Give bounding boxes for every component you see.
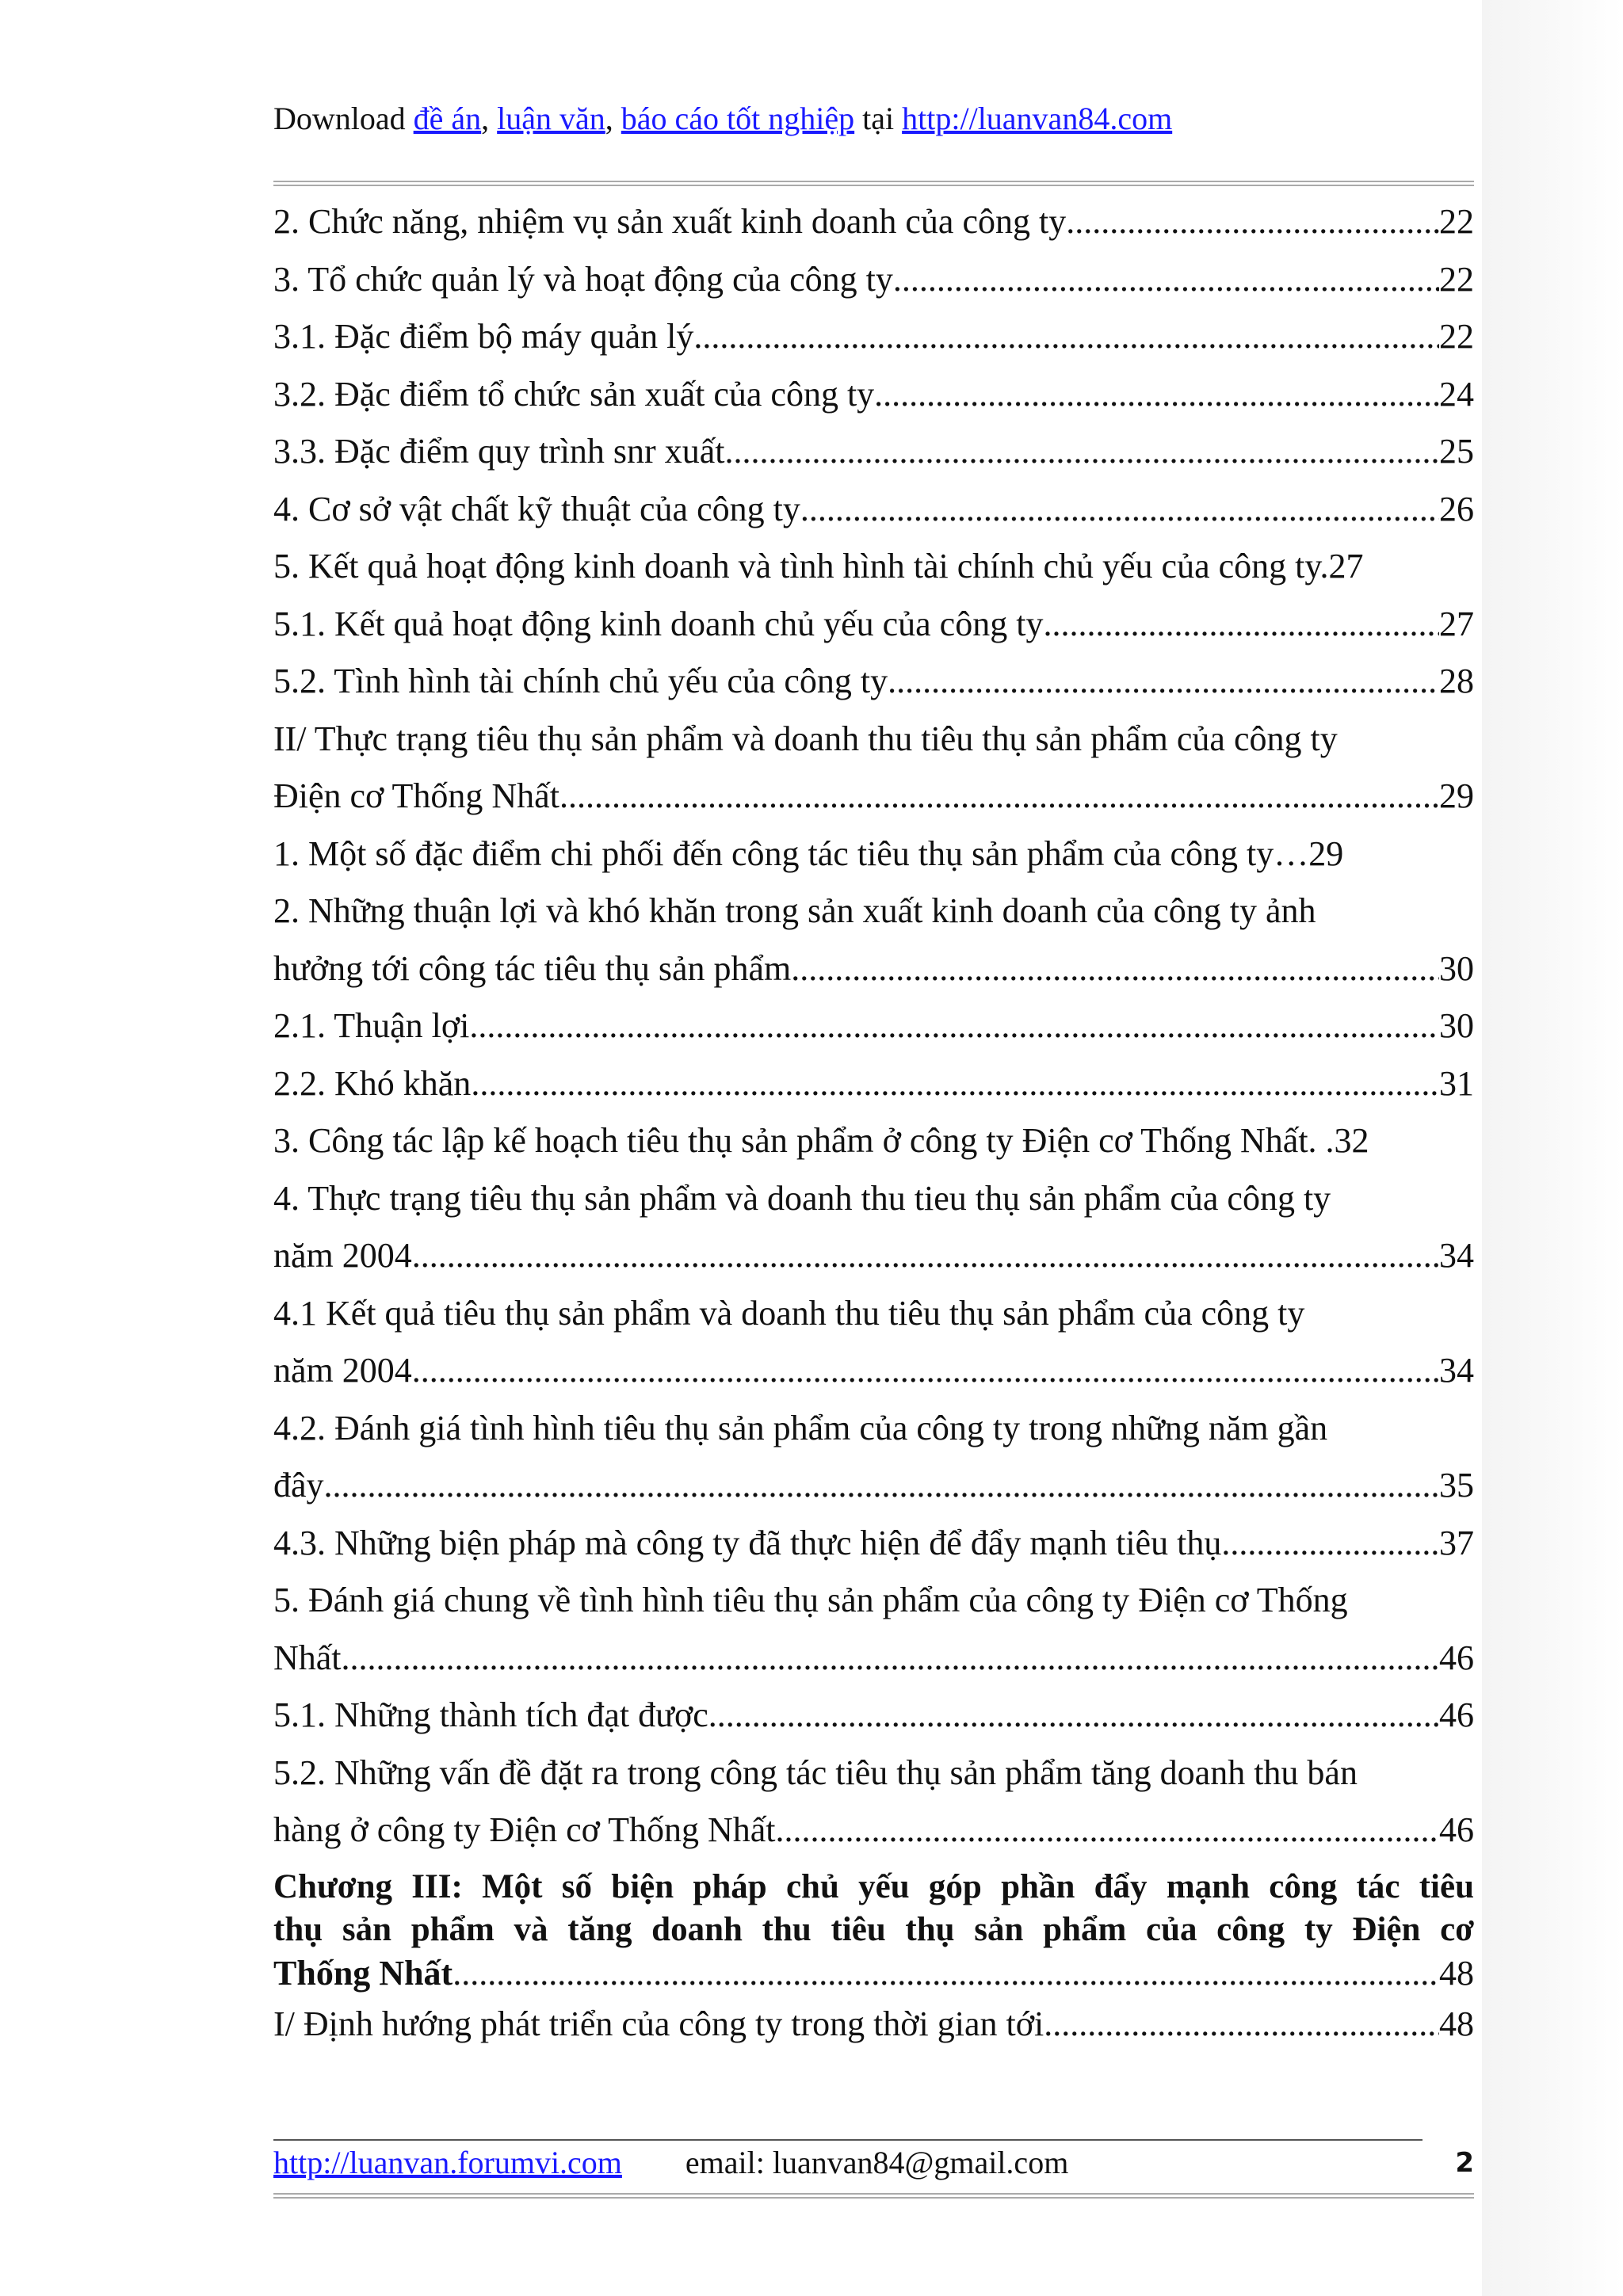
toc-entry [273,308,1474,366]
toc-leader [708,1687,1439,1745]
toc-entry-page: 48 [1439,1953,1474,1993]
toc-entry-page: 30 [1439,948,1474,988]
toc-entry-page: 46 [1439,1810,1474,1849]
chapter-title-end: Thống Nhất [273,1953,453,1993]
toc-entry [273,596,1474,654]
toc-entry-line1: 2. Những thuận lợi và khó khăn trong sản xuất kinh doanh của công ty ảnh [273,891,1316,930]
toc-entry-title: 5.2. Tình hình tài chính chủ yếu của công ty [273,662,888,700]
toc-entry-line1: 4. Thực trạng tiêu thụ sản phẩm và doanh thu tieu thụ sản phẩm của công ty [273,1178,1331,1218]
toc-entry-page: 34 [1439,1236,1474,1275]
toc-entry [273,768,1474,826]
toc-entry-title: hàng ở công ty Điện cơ Thống Nhất [273,1810,776,1849]
download-header [273,95,1172,143]
link-bao-cao[interactable]: báo cáo tốt nghiệp [621,101,855,136]
toc-leader [874,366,1439,424]
toc-entry-title: 4.3. Những biện pháp mà công ty đã thực hiện để đẩy mạnh tiêu thụ [273,1523,1222,1562]
toc-leader [469,997,1439,1055]
link-luan-van[interactable]: luận văn [497,101,605,136]
toc-entry-page: 24 [1439,374,1474,414]
footer-bottom-rule [273,2193,1474,2199]
toc-entry-title: 3.2. Đặc điểm tổ chức sản xuất của công ty [273,374,875,414]
toc-leader [1066,193,1439,251]
chapter-title-line: thụ sản phẩm và tăng doanh thu tiêu thụ sản phẩm của công ty Điện cơ [273,1910,1474,1948]
toc-entry [273,997,1474,1055]
link-de-an[interactable]: đề án [413,101,482,136]
toc-entry-line1: 5.2. Những vấn đề đặt ra trong công tác tiêu thụ sản phẩm tăng doanh thu bán [273,1753,1358,1792]
toc-leader [893,251,1439,309]
toc-entry-page: 46 [1439,1695,1474,1734]
toc-entry [273,538,1474,596]
toc-entry-title: 3. Tổ chức quản lý và hoạt động của công ty [273,259,893,299]
toc-entry-title: năm 2004 [273,1351,412,1390]
toc-leader [693,308,1439,366]
toc-entry-page: 29 [1308,833,1344,873]
email-text: email: luanvan84@gmail.com [685,2145,1069,2180]
toc-entry [273,1996,1474,2054]
toc-leader [453,1951,1439,1996]
toc-entry-page: 35 [1439,1466,1474,1505]
toc-entry-title: 5. Kết quả hoạt động kinh doanh và tình hình tài chính chủ yếu của công ty. [273,547,1329,585]
toc-entry [273,1687,1474,1745]
toc-entry-title: 1. Một số đặc điểm chi phối đến công tác tiêu thụ sản phẩm của công ty… [273,833,1309,873]
toc-entry-title: đây [273,1466,324,1505]
header-rule [273,181,1474,186]
toc-entry-page: 46 [1439,1638,1474,1677]
toc-entry-title: I/ Định hướng phát triển của công ty trong thời gian tới [273,2004,1044,2043]
toc-leader [471,1055,1439,1113]
toc-entry [273,423,1474,481]
toc-entry-title: 5.1. Kết quả hoạt động kinh doanh chủ yếu của công ty [273,604,1044,643]
tai-text: tại [854,101,903,136]
download-prefix: Download [273,101,414,136]
page-footer [273,2139,1474,2187]
toc-entry [273,1802,1474,1859]
page-number: 2 [1455,2147,1474,2179]
toc-entry-title: 2.2. Khó khăn [273,1063,472,1103]
toc-entry [273,940,1474,998]
toc-entry-line1: II/ Thực trạng tiêu thụ sản phẩm và doanh thu tiêu thụ sản phẩm của công ty [273,719,1338,758]
toc-leader [1221,1515,1439,1573]
page-edge-shadow [1482,0,1623,2296]
toc-leader [412,1342,1439,1400]
toc-entry [273,1055,1474,1113]
toc-entry-page: 22 [1439,259,1474,299]
toc-leader [324,1457,1439,1515]
toc-entry-page: 29 [1439,776,1474,815]
separator: , [481,101,498,136]
toc-leader [1043,596,1439,654]
toc-entry [273,1630,1474,1688]
toc-entry [273,1227,1474,1285]
toc-entry-title: 2. Chức năng, nhiệm vụ sản xuất kinh doanh của công ty [273,202,1067,241]
link-luanvan84[interactable]: http://luanvan84.com [902,101,1173,136]
toc-entry-page: 37 [1439,1523,1474,1562]
toc-entry-page: 27 [1328,547,1364,585]
toc-entry-page: 28 [1439,662,1474,700]
toc-entry-title: Điện cơ Thống Nhất [273,776,559,815]
toc-entry-page: 27 [1439,604,1474,643]
toc-entry-title: 3.1. Đặc điểm bộ máy quản lý [273,317,694,356]
toc-entry-title: 4. Cơ sở vật chất kỹ thuật của công ty [273,489,800,528]
toc-entry [273,1112,1474,1170]
toc-leader [888,653,1439,711]
toc-entry-page: 48 [1439,2004,1474,2043]
toc-entry-line1: 4.1 Kết quả tiêu thụ sản phẩm và doanh thu tiêu thụ sản phẩm của công ty [273,1293,1305,1333]
toc-entry-title: 3.3. Đặc điểm quy trình snr xuất [273,432,725,471]
toc-entry [273,1457,1474,1515]
toc-leader [559,768,1439,826]
toc-entry-page: 26 [1439,489,1474,528]
toc-entry [273,1515,1474,1573]
chapter-title-line: Chương III: Một số biện pháp chủ yếu góp phần đẩy mạnh công tác tiêu [273,1867,1474,1905]
toc-entry [273,251,1474,309]
chapter-heading [273,1866,1474,1996]
toc-entry-page: 22 [1439,202,1474,241]
toc-entry-line1: 5. Đánh giá chung về tình hình tiêu thụ sản phẩm của công ty Điện cơ Thống [273,1581,1348,1619]
separator: , [605,101,621,136]
toc-entry-title: Nhất [273,1638,342,1677]
toc-entry-page: 25 [1439,432,1474,471]
toc-leader [724,423,1439,481]
toc-entry [273,1951,1474,1996]
forum-link[interactable]: http://luanvan.forumvi.com [273,2145,622,2180]
toc-leader [800,481,1439,539]
toc-leader [776,1802,1440,1859]
toc-leader [412,1227,1439,1285]
toc-entry-title: 5.1. Những thành tích đạt được [273,1695,708,1734]
toc-entry-page: 32 [1334,1121,1369,1160]
toc-entry-title: 3. Công tác lập kế hoạch tiêu thụ sản phẩm ở công ty Điện cơ Thống Nhất. . [273,1121,1335,1160]
table-of-contents [273,193,1474,2053]
toc-entry [273,1342,1474,1400]
toc-entry [273,366,1474,424]
toc-entry [273,481,1474,539]
toc-entry [273,193,1474,251]
toc-entry-page: 34 [1439,1351,1474,1390]
toc-entry-page: 22 [1439,317,1474,356]
toc-leader [791,940,1439,998]
toc-entry-page: 31 [1439,1063,1474,1103]
toc-entry-title: hưởng tới công tác tiêu thụ sản phẩm [273,948,792,988]
toc-entry-page: 30 [1439,1006,1474,1045]
toc-entry-line1: 4.2. Đánh giá tình hình tiêu thụ sản phẩm của công ty trong những năm gần [273,1408,1328,1447]
toc-entry [273,826,1474,883]
toc-entry-title: 2.1. Thuận lợi [273,1006,470,1045]
toc-entry-title: năm 2004 [273,1236,412,1275]
toc-leader [1044,1996,1439,2054]
toc-leader [342,1630,1439,1688]
toc-entry [273,653,1474,711]
